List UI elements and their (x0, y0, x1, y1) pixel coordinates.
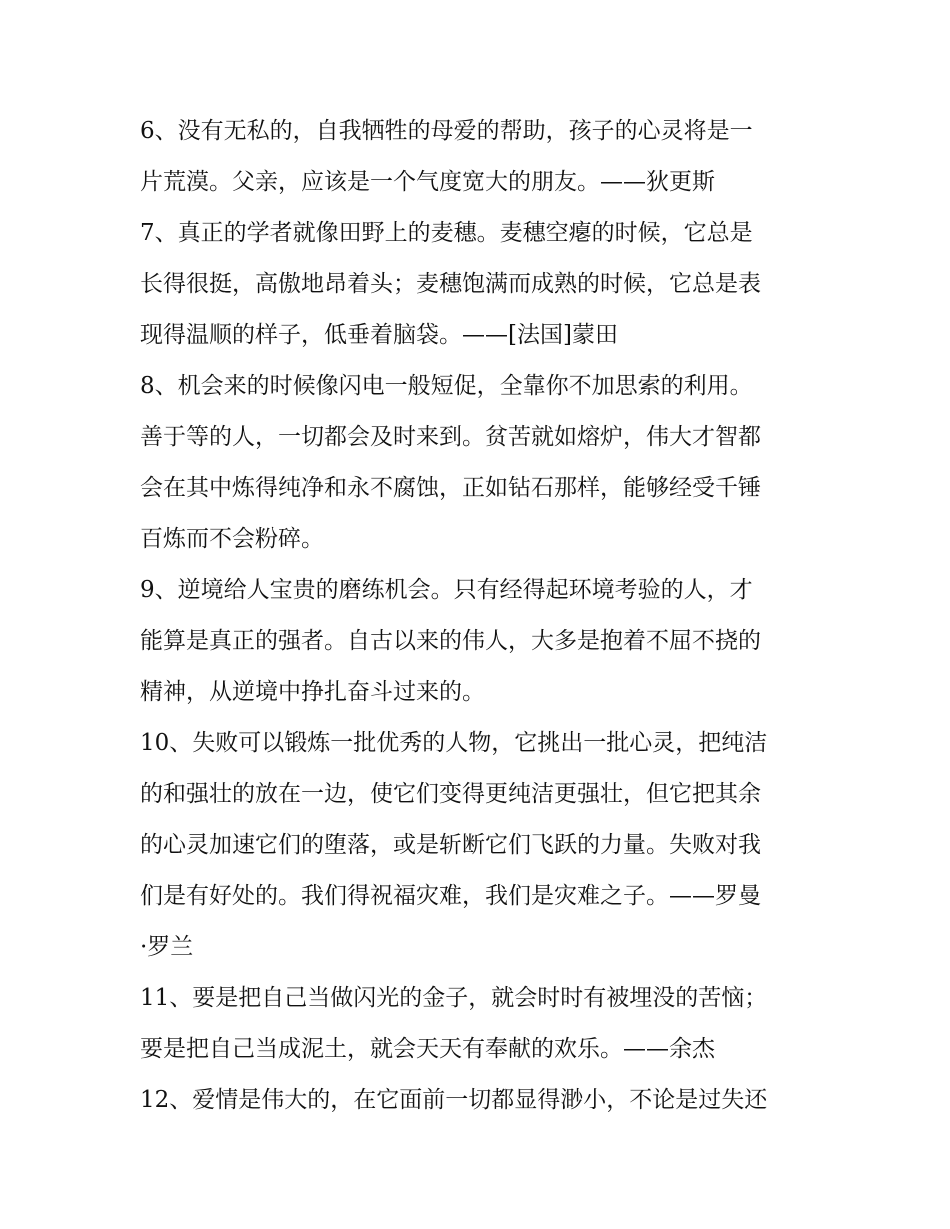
text-line: 善于等的人，一切都会及时来到。贫苦就如熔炉，伟大才智都 (140, 424, 761, 450)
text-line: 百炼而不会粉碎。 (140, 526, 324, 552)
text-line: 长得很挺，高傲地昂着头；麦穗饱满而成熟的时候，它总是表 (140, 271, 761, 297)
text-line: 12、爱情是伟大的，在它面前一切都显得渺小，不论是过失还 (140, 1087, 768, 1113)
text-line: 6、没有无私的，自我牺牲的母爱的帮助，孩子的心灵将是一 (140, 118, 753, 144)
text-line: 的和强壮的放在一边，使它们变得更纯洁更强壮，但它把其余 (140, 781, 761, 807)
text-line: 片荒漠。父亲，应该是一个气度宽大的朋友。——狄更斯 (140, 169, 715, 195)
text-line: ·罗兰 (140, 934, 194, 960)
text-line: 能算是真正的强者。自古以来的伟人，大多是抱着不屈不挠的 (140, 628, 761, 654)
text-line: 9、逆境给人宝贵的磨练机会。只有经得起环境考验的人，才 (140, 577, 753, 603)
text-line: 10、失败可以锻炼一批优秀的人物，它挑出一批心灵，把纯洁 (140, 730, 768, 756)
text-line: 7、真正的学者就像田野上的麦穗。麦穗空瘪的时候，它总是 (140, 220, 753, 246)
text-line: 精神，从逆境中挣扎奋斗过来的。 (140, 679, 485, 705)
text-line: 会在其中炼得纯净和永不腐蚀，正如钻石那样，能够经受千锤 (140, 475, 761, 501)
text-line: 11、要是把自己当做闪光的金子，就会时时有被埋没的苦恼； (140, 985, 768, 1011)
text-line: 要是把自己当成泥土，就会天天有奉献的欢乐。——余杰 (140, 1036, 715, 1062)
text-line: 的心灵加速它们的堕落，或是斩断它们飞跃的力量。失败对我 (140, 832, 761, 858)
text-line: 们是有好处的。我们得祝福灾难，我们是灾难之子。——罗曼 (140, 883, 761, 909)
text-line: 8、机会来的时候像闪电一般短促，全靠你不加思索的利用。 (140, 373, 753, 399)
document-body (140, 106, 816, 1126)
text-line: 现得温顺的样子，低垂着脑袋。——[法国]蒙田 (140, 322, 618, 348)
